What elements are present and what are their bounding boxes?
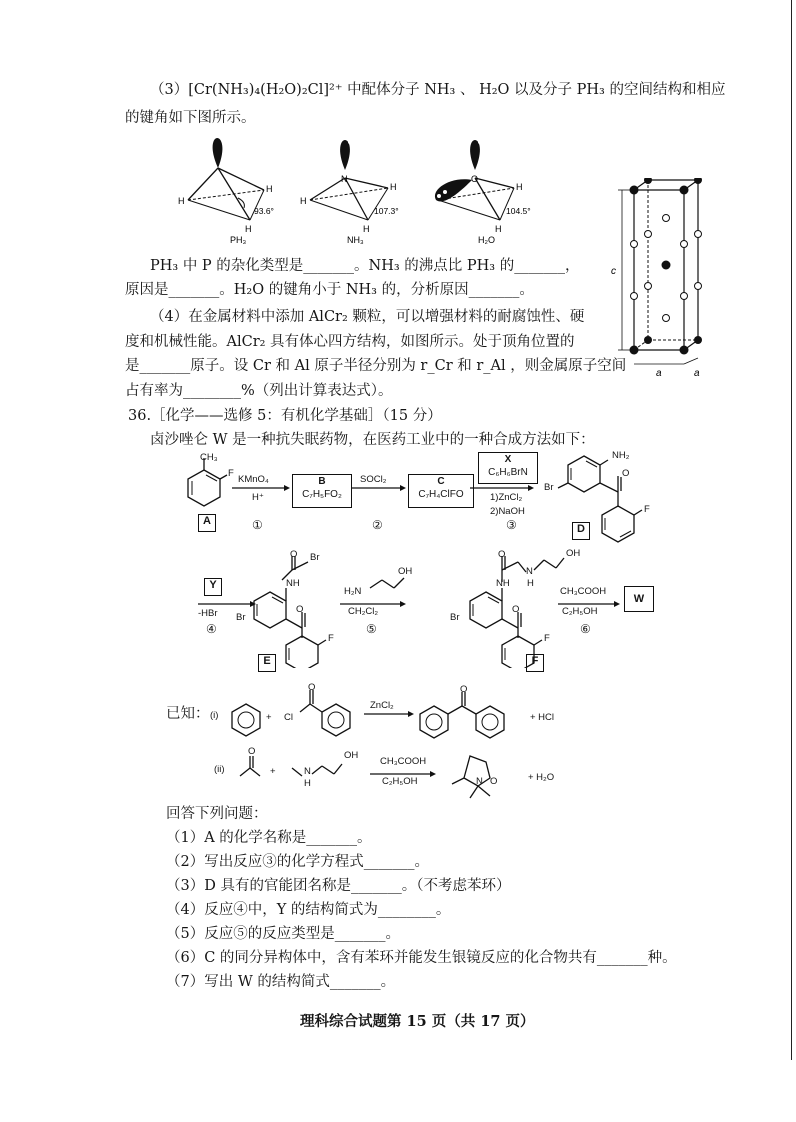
h2o-angle: 104.5° <box>506 206 531 216</box>
step2-reagent: SOCl₂ <box>360 474 387 485</box>
compC-label: C <box>437 476 445 487</box>
known-ii-product-n: N <box>476 776 483 787</box>
compD-nh2: NH₂ <box>612 450 630 461</box>
compF-br: Br <box>450 612 460 623</box>
compB-formula: C₇H₅FO₂ <box>302 489 342 500</box>
step1-num: ① <box>252 518 263 532</box>
h2o-label: H₂O <box>478 235 495 245</box>
nh3-n: N <box>341 174 348 184</box>
compE-o2: O <box>296 604 304 615</box>
known-label: 已知： <box>166 706 210 722</box>
ph3-molecule <box>178 138 274 245</box>
nh3-h2: H <box>390 182 397 192</box>
question-4: （4）反应④中，Y 的结构简式为________。 <box>166 902 451 918</box>
compE-f: F <box>328 633 334 644</box>
alcr2-unit-cell <box>608 178 720 382</box>
reagentX-box <box>478 452 538 484</box>
page-footer: 理科综合试题第 15 页（共 17 页） <box>300 1013 535 1030</box>
compF-o2: O <box>512 604 520 615</box>
step4-num: ④ <box>206 622 217 636</box>
known-ii-oh: OH <box>344 750 359 761</box>
compE-br: Br <box>236 612 246 623</box>
ph3-h3: H <box>245 224 252 234</box>
nh3-h3: H <box>363 224 370 234</box>
known-i-label: (i) <box>210 710 219 721</box>
known-i-catalyst: ZnCl₂ <box>370 700 394 711</box>
compD-label: D <box>572 522 590 540</box>
question-5: （5）反应⑤的反应类型是_______。 <box>166 926 400 942</box>
compF-n: N <box>526 566 533 577</box>
q36-title: 36.［化学——选修 5：有机化学基础］（15 分） <box>128 408 442 424</box>
answer-intro: 回答下列问题： <box>166 806 268 822</box>
compF-f: F <box>544 633 550 644</box>
q3-question-line1: PH₃ 中 P 的杂化类型是_______。NH₃ 的沸点比 PH₃ 的_______， <box>150 258 580 274</box>
step1-reagent: KMnO₄ <box>238 474 269 485</box>
cell-c-label: c <box>611 266 616 277</box>
q3-line2: 的键角如下图所示。 <box>125 110 256 126</box>
step1-cond: H⁺ <box>252 492 264 503</box>
q4-line3: 是_______原子。设 Cr 和 Al 原子半径分别为 r_Cr 和 r_Al ，则金属原子空间 <box>125 358 627 374</box>
h2o-h2: H <box>495 224 502 234</box>
known-i-plus: + <box>266 712 272 723</box>
known-ii-h: H <box>304 778 311 789</box>
question-6: （6）C 的同分异构体中，含有苯环并能发生银镜反应的化合物共有_______种。 <box>166 950 677 966</box>
step5-num: ⑤ <box>366 622 377 636</box>
compE-nh: NH <box>286 578 300 589</box>
known-i-hcl: + HCl <box>530 712 555 723</box>
cell-a-label-1: a <box>656 368 662 379</box>
known-ii-plus: + <box>270 766 276 777</box>
question-1: （1）A 的化学名称是_______。 <box>166 830 372 846</box>
h2o-h1: H <box>516 182 523 192</box>
compD-o: O <box>622 468 630 479</box>
reagentX-label: X <box>504 454 512 465</box>
known-ii-h2o: + H₂O <box>528 772 555 783</box>
compW-label: W <box>624 586 654 612</box>
compF-h: H <box>527 578 534 589</box>
step5-reagent-h2n: H₂N <box>344 586 362 597</box>
step6-num: ⑥ <box>580 622 591 636</box>
compE-br-top: Br <box>310 552 320 563</box>
nh3-angle: 107.3° <box>374 206 399 216</box>
question-2: （2）写出反应③的化学方程式_______。 <box>166 854 429 870</box>
ph3-label: PH₃ <box>230 235 247 245</box>
q3-question-line2: 原因是_______。H₂O 的键角小于 NH₃ 的，分析原因_______。 <box>125 282 534 298</box>
q3-line1: （3）[Cr(NH₃)₄(H₂O)₂Cl]²⁺ 中配体分子 NH₃ 、 H₂O 以及分子 PH₃ 的空间结构和相应 <box>150 82 726 98</box>
compD-f: F <box>644 504 650 515</box>
compB-box <box>292 474 352 508</box>
compC-box <box>408 474 474 508</box>
step6-cond: C₂H₅OH <box>562 606 598 617</box>
question-3: （3）D 具有的官能团名称是_______。（不考虑苯环） <box>166 878 511 894</box>
compE-label: E <box>258 654 276 672</box>
known-ii-reagent1: CH₃COOH <box>380 756 427 767</box>
known-ii-reagent2: C₂H₅OH <box>382 776 418 787</box>
q4-line2: 度和机械性能。AlCr₂ 具有体心四方结构，如图所示。处于顶角位置的 <box>125 334 575 350</box>
ph3-h2: H <box>266 184 273 194</box>
step3-cond1: 1)ZnCl₂ <box>490 492 523 503</box>
q4-line1: （4）在金属材料中添加 AlCr₂ 颗粒，可以增强材料的耐腐蚀性、硬 <box>150 309 585 325</box>
cell-a-label-2: a <box>694 368 700 379</box>
compF-o: O <box>498 549 506 560</box>
reagentX-formula: C₆H₆BrN <box>488 467 528 478</box>
step3-cond2: 2)NaOH <box>490 506 525 517</box>
question-7: （7）写出 W 的结构简式_______。 <box>166 974 396 990</box>
known-ii-product-o: O <box>490 776 498 787</box>
step6-reagent: CH₃COOH <box>560 586 607 597</box>
nh3-label: NH₃ <box>347 235 364 245</box>
compA-f: F <box>228 468 234 479</box>
molecule-geometry-figure <box>160 128 560 250</box>
compC-formula: C₇H₄ClFO <box>418 489 464 500</box>
compE-o: O <box>290 549 298 560</box>
q36-intro: 卤沙唑仑 W 是一种抗失眠药物，在医药工业中的一种合成方法如下： <box>150 432 595 448</box>
compD-br: Br <box>544 482 554 493</box>
known-i-product-o: O <box>460 684 468 695</box>
known-ii-n: N <box>304 766 311 777</box>
compA-label: A <box>198 514 216 532</box>
compF-label: F <box>526 654 544 672</box>
compB-label: B <box>318 476 326 487</box>
reagentY-label: Y <box>204 578 222 596</box>
step5-cond: CH₂Cl₂ <box>348 606 379 617</box>
step3-num: ③ <box>506 518 517 532</box>
compF-oh: OH <box>566 548 581 559</box>
page-edge-line <box>791 0 793 1060</box>
step5-reagent-oh: OH <box>398 566 413 577</box>
step4-cond: -HBr <box>198 608 218 619</box>
compA-ch3: CH₃ <box>200 452 218 463</box>
known-ii-label: (ii) <box>214 764 225 775</box>
q4-line4: 占有率为________%（列出计算表达式）。 <box>125 383 393 399</box>
ph3-angle: 93.6° <box>254 206 274 216</box>
known-ii-o: O <box>248 746 256 757</box>
ph3-h1: H <box>178 196 185 206</box>
h2o-molecule <box>435 140 531 245</box>
compF-nh: NH <box>496 578 510 589</box>
known-i-o: O <box>308 682 316 693</box>
known-i-cl: Cl <box>284 712 293 723</box>
h2o-o: O <box>471 174 479 184</box>
step2-num: ② <box>372 518 383 532</box>
nh3-h1: H <box>300 196 307 206</box>
nh3-molecule <box>300 140 399 245</box>
